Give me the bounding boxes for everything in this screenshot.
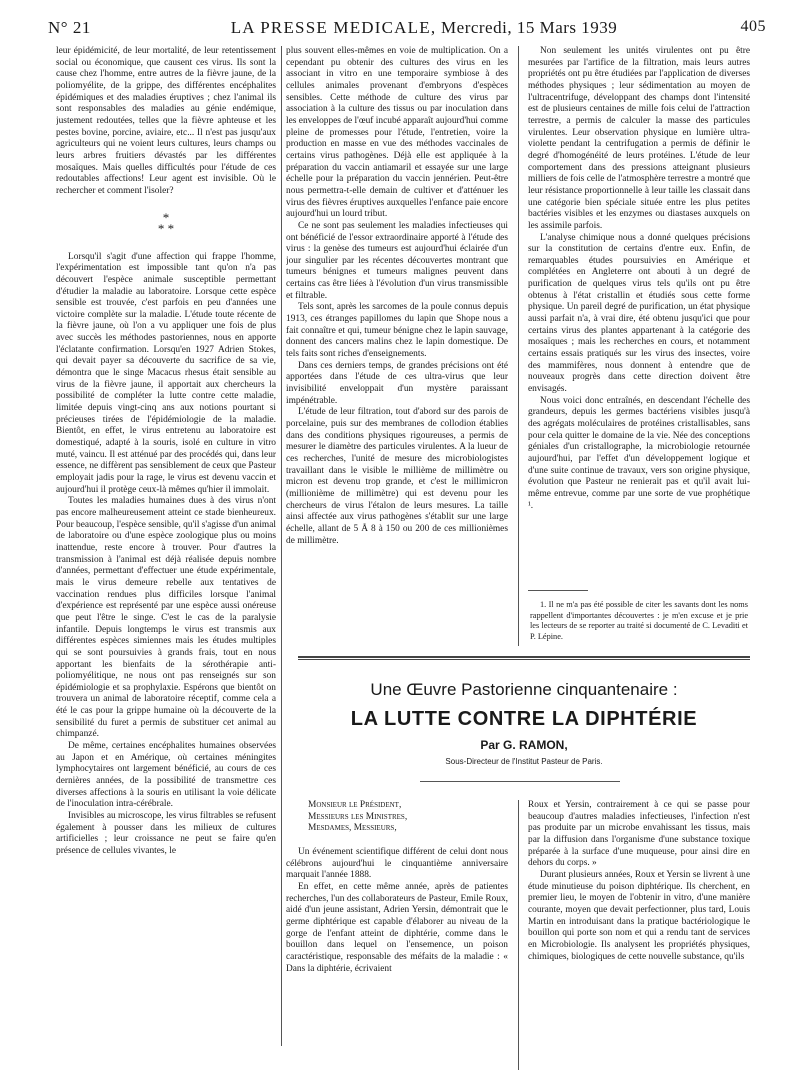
page-header: [48, 14, 766, 36]
footnote-rule: [528, 590, 588, 591]
paragraph: Dans ces derniers temps, de grandes précisions ont été apportées dans l'étude de ces ultra-virus que leur invisibilité enveloppait d'un mystère paraissant impénétrable.: [286, 360, 508, 406]
paragraph: En effet, en cette même année, après de patientes recherches, l'un des collaborateurs de Pasteur, Emile Roux, aidé d'un jeune assistant, Adrien Yersin, démontrait que le germe diphtérique est capable d'élaborer au niveau de la gorge de l'enfant atteint de diphtérie, comme dans le bouillon dans lequel on l'ensemence, un poison caractéristique, responsable des méfaits de la maladie : « Dans la diphtérie, écrivaient: [286, 881, 508, 974]
footnote: 1. Il ne m'a pas été possible de citer les savants dont les noms rappellent d'importantes découvertes : je m'en excuse et je prie les lecteurs de se reporter au traité si documenté de C. Levaditi et P. Lépine.: [530, 600, 748, 641]
article-title: LA LUTTE CONTRE LA DIPHTÉRIE: [350, 708, 698, 730]
paragraph: leur épidémicité, de leur mortalité, de leur retentissement social ou économique, que causent ces virus. Ils sont la cause chez l'homme, entre autres de la fièvre jaune, de la poliomyélite, de la grippe, des différentes encéphalites épidémiques et des maladies éruptives ; chez l'animal ils sont responsables des maladies au génie endémique, justement redoutées, telles que la fièvre aphteuse et les pestes bovine, porcine, aviaire, etc... Il n'est pas jusqu'aux agriculteurs qui ne voient leurs cultures, leurs champs ou leurs arbres fruitiers dévastés par les différentes mosaïques. Mais quelles difficultés pour l'étude de ces redoutables affections! Leur agent est invisible. Où le rechercher et comment l'isoler?: [56, 46, 276, 196]
paragraph: Un événement scientifique différent de celui dont nous célébrons aujourd'hui le cinquantième anniversaire marquait l'année 1888.: [286, 846, 508, 881]
journal-name: LA PRESSE MEDICALE,: [230, 18, 437, 37]
running-title: [224, 18, 624, 38]
paragraph: Tels sont, après les sarcomes de la poule connus depuis 1913, ces étranges papillomes du lapin que Shope nous a fait connaître et qui, tumeur bénigne chez le lapin sauvage, donnent des cancers malins chez le lapin domestique. De tels faits sont riches d'enseignements.: [286, 302, 508, 360]
title-rule: [420, 781, 620, 782]
paragraph: Non seulement les unités virulentes ont pu être mesurées par l'artifice de la filtration, mais leurs autres propriétés ont pu être étudiées par l'application de diverses méthodes physiques ; leur sédimentation au moyen de l'ultracentrifuge, développant des champs dont l'intensité est de plusieurs centaines de mille fois celui de l'attraction terrestre, a permis de calculer la masse des particules virulentes. Leur observation physique en lumière ultra-violette pendant la centrifugation a permis de définir le degré d'homogénéité de leurs protéines. L'étude de leur comportement dans des pressions atteignant plusieurs milliers de fois celle de l'atmosphère terrestre a montré que leur résistance proportionnelle à leur taille les classait dans une catégorie bien spéciale située entre les plus petites bactéries visibles et les enzymes ou diastases auxquels on les assimile parfois.: [528, 46, 750, 231]
salutation: Mesdames, Messieurs,: [308, 823, 397, 834]
paragraph: Lorsqu'il s'agit d'une affection qui frappe l'homme, l'expérimentation est impossible tant qu'on n'a pas découvert l'espèce animale susceptible permettant d'étudier la maladie au laboratoire. Lorsque cette espèce sensible est trouvée, c'est parfois en peu d'années une victoire complète sur la maladie. L'étude toute récente de la fièvre jaune, où l'on a vu appliquer une fois de plus avec succès les méthodes pastoriennes, nous en apporte l'éclatante confirmation. Lorsqu'en 1927 Adrien Stokes, qui devait payer sa découverte du sacrifice de sa vie, démontra que le singe Macacus rhesus était sensible au virus de la fièvre jaune, il apportait aux chercheurs la possibilité de compléter la lutte contre cette maladie, limitée depuis vingt-cinq ans aux notions pourtant si précieuses tirées de l'épidémiologie de la maladie. Bientôt, en effet, le virus entretenu au laboratoire est domestiqué, adapté à la souris, isolé en culture in vitro muté, vaincu. Il est atténué par des procédés qui, dans leur essence, ne diffèrent pas sensiblement de ceux que Pasteur employait jadis pour la rage, le virus est devenu vaccin et aujourd'hui il protège ceux-là mêmes qu'hier il immolait.: [56, 251, 276, 495]
column-divider: [281, 46, 282, 1046]
asterism-top: *: [162, 209, 170, 225]
paragraph: Durant plusieurs années, Roux et Yersin se livrent à une étude minutieuse du poison diphtérique. Ils cherchent, en premier lieu, le moyen de l'obtenir in vitro, d'une manière courante, moyen que devait perfectionner, plus tard, Louis Martin en introduisant dans la pratique bactériologique le bouillon qui porte son nom et qui a rendu tant de services en Microbiologie. Ils analysent les propriétés physiques, chimiques, biologiques de cette nouvelle substance, qu'ils: [528, 869, 750, 962]
asterism-bottom: * *: [157, 220, 175, 236]
paragraph: Toutes les maladies humaines dues à des virus n'ont pas encore malheureusement atteint ce stade bienheureux. Pour beaucoup, l'espèce sensible, qu'il s'agisse d'un animal de laboratoire ou d'une espèce zoologique plus ou moins inattendue, reste encore à trouver. Pour d'autres la transmission à l'animal est déjà réalisée depuis nombre d'années, permettant d'effectuer une étude expérimentale, mais le virus demeure rebelle aux tentatives de vaccination rendues plus difficiles lorsque l'animal d'expérience est représenté par une espèce aussi onéreuse que peut l'être le singe. C'est le cas de la paralysie infantile. Depuis longtemps le virus est transmis aux différentes espèces simiennes mais les études multiples qui se sont poursuivies à grands frais, tout en nous apportant les bienfaits de la sérothérapie anti-poliomyélitique, ne nous ont pas renseignés sur son épidémiologie et sa prophylaxie. Espérons que bientôt on trouvera un animal de laboratoire réceptif, comme cela a été le cas pour la grippe humaine où la découverte de la sensibilité du furet a permis de substituer cet animal au chimpanzé.: [56, 496, 276, 740]
issue-date: Mercredi, 15 Mars 1939: [441, 18, 618, 37]
salutation: Messieurs les Ministres,: [308, 811, 408, 822]
paragraph: plus souvent elles-mêmes en voie de multiplication. On a cependant pu obtenir des cultures des virus en les associant in vitro en une temporaire symbiose à des cellules animales provenant d'embryons d'espèces sensibles. Cette méthode de culture des virus par association à la culture des tissus ou par inoculation dans les enveloppes de l'œuf incubé apparaît aujourd'hui comme pleine de promesses pour l'étude, l'entretien, voire la production en masse en vue des méthodes vaccinales de certains virus pathogènes. Déjà elle est appliquée à la préparation du vaccin antiamaril et essayée sur une large échelle pour la préparation du vaccin jennérien. Peut-être nous permettra-t-elle demain de cultiver et d'atténuer les virus des fièvres éruptives auxquelles l'enfance paie encore aujourd'hui un lourd tribut.: [286, 46, 508, 220]
article-author: Par G. RAMON,: [480, 738, 568, 752]
page-number: 405: [740, 18, 766, 35]
paragraph: Ce ne sont pas seulement les maladies infectieuses qui ont bénéficié de l'essor extraordinaire apporté à l'étude des virus : la genèse des tumeurs est aujourd'hui éclairée d'un jour singulier par les récentes découvertes montrant que tumeurs bénignes et tumeurs malignes peuvent dans certains cas être liées à l'évolution d'un virus transmissible et filtrable.: [286, 220, 508, 301]
article-kicker: Une Œuvre Pastorienne cinquantenaire :: [370, 680, 678, 699]
paragraph: L'étude de leur filtration, tout d'abord sur des parois de porcelaine, puis sur des membranes de collodion établies dans des conditions physiques rigoureuses, a permis de mesurer le diamètre des particules virulentes. A la lueur de ces recherches, l'unité de mesure des microbiologistes travaillant dans le visible le millième de millimètre ou micron est devenu trop grande, et c'est le millimicron (millionième de millimètre) qui est devenu pour les chercheurs de virus l'étalon de leurs mesures. La taille ainsi affectée aux virus pathogènes s'établit sur une large échelle, allant de 5 Å 8 à 150 ou 200 de ces millionièmes de millimètre.: [286, 407, 508, 546]
article-column-2: [528, 800, 750, 1075]
paragraph: L'analyse chimique nous a donné quelques précisions sur la constitution de certains d'entre eux. Enfin, de remarquables études poursuivies en Amérique et complétées en Angleterre ont abouti à un degré de purification de quelques virus tels qu'ils ont pu être obtenus à l'état cristallin et étudiés sous cette forme physique. Un pareil degré de purification, un état physique aussi parfait n'a, à vrai dire, été obtenu jusqu'ici que pour certains virus des plantes appartenant à la catégorie des mosaïques ; mais les recherches en cours, et notamment certains essais pratiqués sur les virus des insectes, voire des mammifères, nous donnent à entendre que de nouveaux progrès dans cette direction doivent être envisagés.: [528, 232, 750, 395]
column-divider: [518, 800, 519, 1070]
paragraph: Invisibles au microscope, les virus filtrables se refusent également à pousser dans les milieux de cultures artificielles ; leur croissance ne peut se faire qu'en présence de cellules vivantes, le: [56, 811, 276, 856]
paragraph: De même, certaines encéphalites humaines observées au Japon et en Amérique, où certaines méningites lymphocytaires ont largement bénéficié, au cours de ces dernières années, de la possibilité de transmettre ces diverses affections à la souris en utilisant la voie délicate de l'inoculation intra-cérébrale.: [56, 741, 276, 810]
section-separator: [56, 209, 276, 236]
column-3: [528, 46, 750, 546]
paragraph: Nous voici donc entraînés, en descendant l'échelle des grandeurs, depuis les germes bactériens visibles jusqu'à des agrégats moléculaires de protéines cristallisables, sans pour cela quitter le domaine de la vie. Née des conceptions géniales d'un cristallographe, la microbiologie retournée aujourd'hui, par l'effet d'un développement logique et d'une suite continue de travaux, vers son origine physique, évolution que Pasteur ne renierait pas et qu'il avait lui-même entrevue, comme par une sorte de vue prophétique ¹.: [528, 395, 750, 511]
salutation: Monsieur le Président,: [308, 800, 402, 810]
article-separator: [298, 659, 750, 660]
paragraph: Roux et Yersin, contrairement à ce qui se passe pour beaucoup d'autres maladies infectieuses, l'infection n'est pas produite par un microbe envahissant les tissus, mais par la diffusion dans l'organisme d'une substance toxique préparée à la surface d'une muqueuse, pour ainsi dire en dehors du corps. »: [528, 800, 750, 869]
author-role: Sous-Directeur de l'Institut Pasteur de Paris.: [445, 757, 603, 766]
article-column-1: [286, 800, 508, 1075]
column-divider: [518, 46, 519, 646]
issue-number: N° 21: [48, 18, 91, 37]
column-2: [286, 46, 508, 590]
column-1: [56, 46, 276, 1046]
article-separator: [298, 656, 750, 658]
